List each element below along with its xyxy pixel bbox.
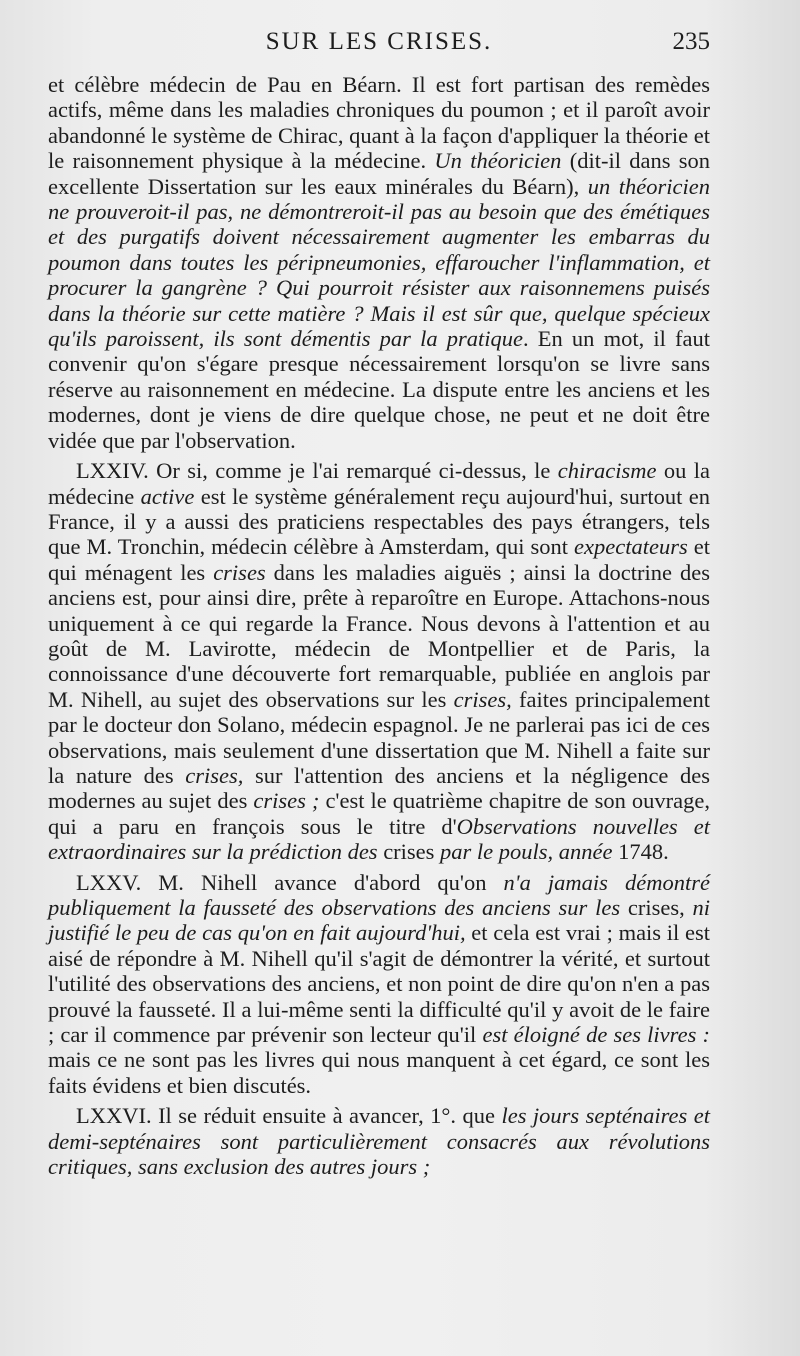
paragraph-lxxiv: [48, 458, 710, 865]
paragraph-lxxv: [48, 870, 710, 1099]
page-header: [48, 28, 710, 64]
text-run: c'est le quatrième chapitre de son ouvrage, qui a paru en françois sous le titre d': [48, 788, 710, 839]
text-run: LXXVI. Il se réduit ensuite à avancer, 1°. que: [76, 1103, 502, 1129]
italic-text-run: n'a jamais démontré publiquement la fausseté des observations des anciens sur les: [48, 869, 710, 920]
text-run: crises: [377, 839, 441, 865]
italic-text-run: Observations nouvelles et extraordinaires sur la prédiction des: [48, 813, 710, 865]
running-title: SUR LES CRISES.: [265, 28, 493, 55]
italic-text-run: crises,: [453, 686, 512, 712]
text-run: LXXIV. Or si, comme je l'ai remarqué ci-dessus, le: [76, 458, 558, 484]
italic-text-run: Un théoricien: [434, 148, 562, 174]
text-run: (dit-il dans son excellente Dissertation sur les eaux minérales du Béarn),: [48, 148, 710, 199]
text-run: mais ce ne sont pas les livres qui nous manquent à cet égard, ce sont les faits évidens et bien discutés.: [48, 1047, 710, 1098]
italic-text-run: par le pouls, année: [440, 839, 613, 865]
italic-text-run: crises ;: [253, 788, 320, 814]
text-run: et cela est vrai ; mais il est aisé de répondre à M. Nihell qu'il s'agit de démontrer la vérité, et surtout l'utilité des observations des anciens, et non point de dire qu'on n'en a pas prouvé la fausseté. Il a lui-même senti la difficulté qu'il y avoit de le faire ; car il commence par prévenir son lecteur qu'il: [48, 920, 710, 1048]
italic-text-run: les jours septénaires et demi-septénaires sont particulièrement consacrés aux révolutions critiques, sans exclusion des autres jours ;: [48, 1103, 710, 1180]
italic-text-run: ni justifié le peu de cas qu'on en fait aujourd'hui,: [48, 895, 711, 946]
text-run: 1748.: [612, 839, 669, 865]
text-run: dans les maladies aiguës ; ainsi la doctrine des anciens est, pour ainsi dire, prête à reparoître en Europe. Attachons-nous uniquement à ce qui regarde la France. Nous devons à l'attention et au goût de M. Lavirotte, médecin de Montpellier et de Paris, la connoissance d'une découverte fort remarquable, publiée en anglois par M. Nihell, au sujet des observations sur les: [48, 559, 710, 712]
paragraph-continuation: [48, 72, 710, 453]
text-run: crises,: [620, 895, 693, 920]
page-number: 235: [672, 28, 710, 55]
text-run: faites principalement par le docteur don Solano, médecin espagnol. Je ne parlerai pas ici de ces observations, mais seulement d'une dissertation que M. Nihell a faite sur la nature des: [48, 686, 711, 788]
italic-text-run: active: [140, 483, 195, 509]
italic-text-run: expectateurs: [574, 534, 688, 560]
text-run: . En un mot, il faut convenir qu'on s'égare presque nécessairement lorsqu'on se livre sans réserve au raisonnement en médecine. La dispute entre les anciens et les modernes, dont je viens de dire quelque chose, ne peut et ne doit être vidée que par l'observation.: [48, 326, 711, 453]
italic-text-run: un théoricien ne prouveroit-il pas, ne démontreroit-il pas au besoin que des émétiques et des purgatifs doivent nécessairement augmenter les embarras du poumon dans toutes les péripneumonies, effaroucher l'inflammation, et procurer la gangrène ? Qui pourroit résister aux raisonnemens puisés dans la théorie sur cette matière ? Mais il est sûr que, quelque spécieux qu'ils paroissent, ils sont démentis par la pratique: [48, 173, 710, 352]
body-text: [48, 72, 710, 1179]
text-run: et qui ménagent les: [48, 534, 710, 585]
italic-text-run: chiracisme: [557, 458, 657, 484]
text-run: et célèbre médecin de Pau en Béarn. Il est fort partisan des remèdes actifs, même dans les maladies chroniques du poumon ; et il paroît avoir abandonné le système de Chirac, quant à la façon d'appliquer la théorie et le raisonnement physique à la médecine.: [48, 72, 710, 174]
italic-text-run: crises,: [185, 762, 244, 788]
italic-text-run: est éloigné de ses livres :: [482, 1022, 710, 1048]
paragraph-lxxvi: [48, 1103, 710, 1179]
text-run: sur l'attention des anciens et la négligence des modernes au sujet des: [48, 762, 710, 814]
italic-text-run: crises: [213, 559, 266, 585]
text-run: LXXV. M. Nihell avance d'abord qu'on: [76, 869, 504, 895]
text-run: est le système généralement reçu aujourd'hui, surtout en France, il y a aussi des praticiens respectables des pays étrangers, tels que M. Tronchin, médecin célèbre à Amsterdam, qui sont: [48, 483, 711, 560]
text-run: ou la médecine: [48, 458, 710, 509]
